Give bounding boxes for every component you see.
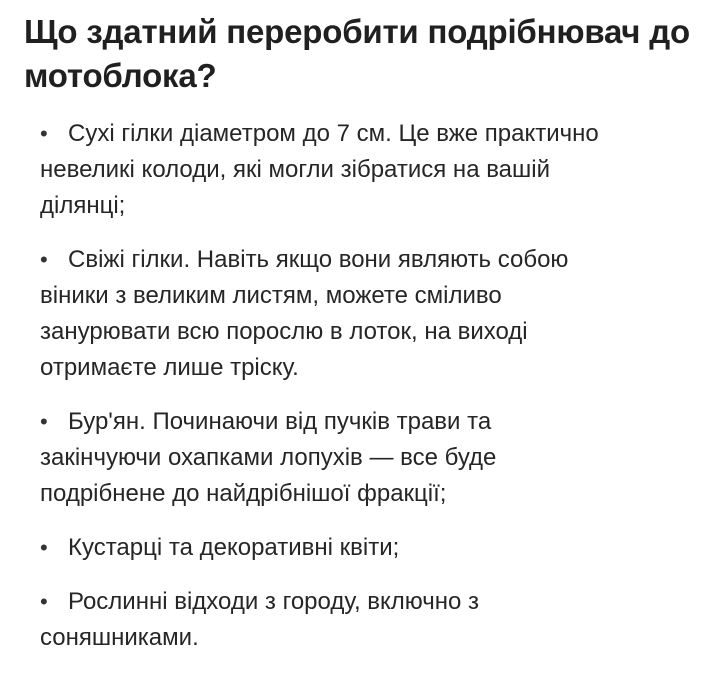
list-item [40, 530, 600, 566]
list-item-text: Бур'ян. Починаючи від пучків трави та закінчуючи охапками лопухів — все буде подрібнене до найдрібнішої фракції; [40, 408, 497, 507]
bullet-icon: • [40, 589, 48, 614]
bullet-icon: • [40, 247, 48, 272]
list-item [40, 404, 600, 512]
article-heading: Що здатний переробити подрібнювач до мотоблока? [24, 13, 690, 94]
article [24, 10, 694, 98]
bullet-list [40, 116, 600, 674]
bullet-icon: • [40, 409, 48, 434]
list-item-text: Кустарці та декоративні квіти; [68, 534, 400, 561]
list-item-text: Свіжі гілки. Навіть якщо вони являють собою віники з великим листям, можете сміливо занурювати всю порослю в лоток, на виході отримаєте лише тріску. [40, 246, 569, 381]
list-item [40, 242, 600, 386]
list-item [40, 584, 600, 656]
list-item [40, 116, 600, 224]
bullet-icon: • [40, 535, 48, 560]
bullet-icon: • [40, 121, 48, 146]
list-item-text: Рослинні відходи з городу, включно з соняшниками. [40, 588, 480, 651]
list-item-text: Сухі гілки діаметром до 7 см. Це вже практично невеликі колоди, які могли зібратися на вашій ділянці; [40, 120, 599, 219]
